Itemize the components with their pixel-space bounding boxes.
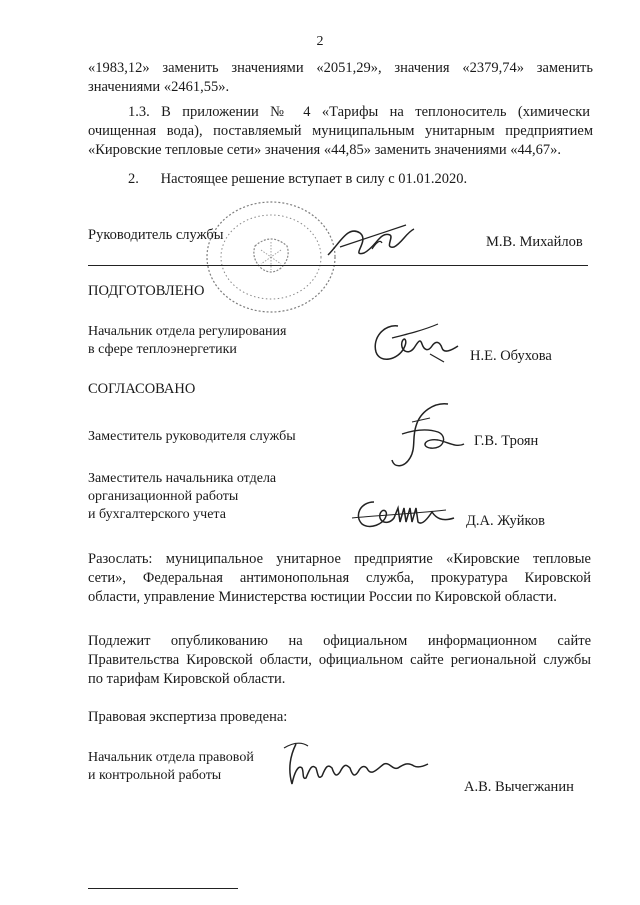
signature-mikhailov-icon	[320, 213, 420, 265]
official-stamp-icon	[203, 198, 339, 316]
publish-line-3: по тарифам Кировской области.	[88, 671, 286, 687]
legal-role-line-2: и контрольной работы	[88, 768, 222, 783]
page-number: 2	[316, 34, 324, 49]
legal-check-label: Правовая экспертиза проведена:	[88, 709, 288, 725]
distribution-line-1: Разослать: муниципальное унитарное предприятие «Кировские тепловые	[88, 551, 591, 567]
separator-line	[88, 265, 588, 266]
deputy-dept-role-line-3: и бухгалтерского учета	[88, 507, 226, 522]
publish-line-1: Подлежит опубликованию на официальном информационном сайте	[88, 633, 591, 649]
paragraph-1-3-line-3: «Кировские тепловые сети» значения «44,85» заменить значениями «44,67».	[88, 142, 562, 158]
agreed-heading: СОГЛАСОВАНО	[88, 381, 196, 397]
deputy-head-role: Заместитель руководителя службы	[88, 429, 296, 444]
paragraph-1-3-line-2: очищенная вода), поставляемый муниципальным унитарным предприятием	[88, 123, 593, 139]
prepared-heading: ПОДГОТОВЛЕНО	[88, 283, 205, 299]
head-of-service-label: Руководитель службы	[88, 227, 224, 243]
legal-name: А.В. Вычегжанин	[464, 779, 574, 795]
distribution-line-2: сети», Федеральная антимонопольная служба, прокуратура Кировской	[88, 570, 591, 586]
distribution-line-3: области, управление Министерства юстиции России по Кировской области.	[88, 589, 557, 605]
prepared-role-line-2: в сфере теплоэнергетики	[88, 342, 237, 357]
paragraph-1-3-line-1: 1.3. В приложении № 4 «Тарифы на теплоноситель (химически	[128, 104, 590, 120]
signature-obukhova-icon	[368, 316, 464, 368]
deputy-dept-name: Д.А. Жуйков	[466, 513, 545, 529]
prepared-role-line-1: Начальник отдела регулирования	[88, 324, 287, 339]
signature-vychegzhanin-icon	[280, 738, 436, 790]
signature-troyan-icon	[386, 398, 470, 474]
head-of-service-name: М.В. Михайлов	[486, 234, 583, 250]
signature-zhuikov-icon	[350, 494, 468, 534]
deputy-dept-role-line-2: организационной работы	[88, 489, 239, 504]
prepared-name: Н.Е. Обухова	[470, 348, 552, 364]
paragraph-continuation-line-2: значениями «2461,55».	[88, 79, 230, 95]
deputy-dept-role-line-1: Заместитель начальника отдела	[88, 471, 277, 486]
deputy-head-name: Г.В. Троян	[474, 433, 539, 449]
paragraph-2: 2. Настоящее решение вступает в силу с 01.01.2020.	[128, 171, 468, 187]
publish-line-2: Правительства Кировской области, официальном сайте региональной службы	[88, 652, 591, 668]
paragraph-continuation-line-1: «1983,12» заменить значениями «2051,29», значения «2379,74» заменить	[88, 60, 593, 76]
legal-role-line-1: Начальник отдела правовой	[88, 750, 254, 765]
footnote-separator	[88, 888, 238, 889]
